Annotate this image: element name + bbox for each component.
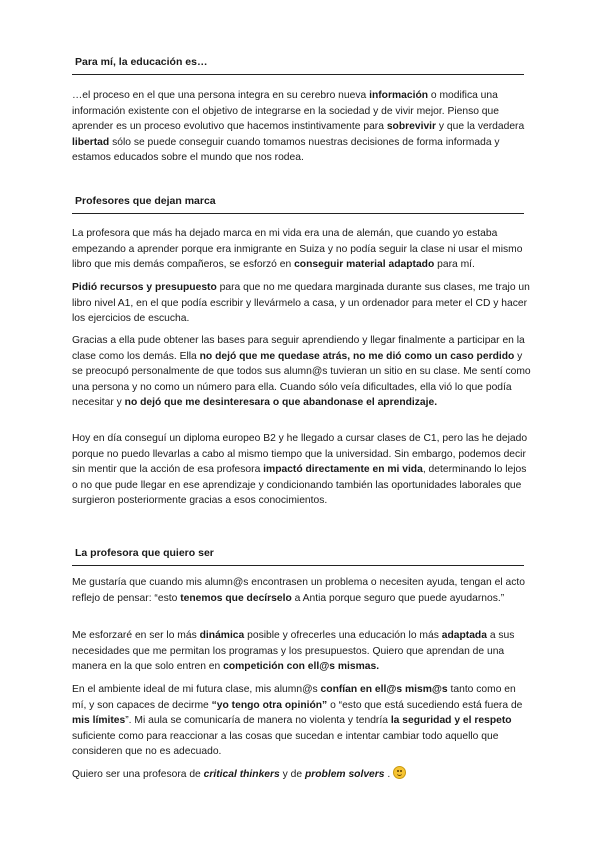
section-heading-teacher-i-want-to-be: La profesora que quiero ser <box>72 547 524 566</box>
text-run: Me gustaría que cuando mis alumn@s encontrasen un problema o necesiten ayuda, tengan el acto reflejo de pensar: “esto <box>72 577 525 604</box>
text-run: , determinando lo lejos o no que pude llegar en ese aprendizaje y condicionando también las oportunidades laborales que surgieron posteriormente gracias a esos conocimientos. <box>72 464 527 506</box>
bold-text: adaptada <box>441 630 487 641</box>
paragraph <box>72 333 532 411</box>
text-run: En el ambiente ideal de mi futura clase, mis alumn@s <box>72 684 321 695</box>
text-run: sólo se puede conseguir cuando tomamos nuestras decisiones de forma informada y estamos educados sobre el mundo que nos rodea. <box>72 136 500 163</box>
text-run: para mí. <box>434 259 475 270</box>
text-run: posible y ofrecerles una educación lo más <box>244 630 442 641</box>
section-heading-teachers: Profesores que dejan marca <box>72 195 524 214</box>
bold-text: la seguridad y el respeto <box>390 715 512 726</box>
paragraph <box>72 682 532 760</box>
text-run: ”. Mi aula se comunicaría de manera no violenta y tendría <box>125 715 391 726</box>
paragraph <box>72 766 532 783</box>
text-run: . <box>384 769 391 780</box>
text-run: y de <box>279 769 305 780</box>
bold-text: competición con ell@s mismas. <box>223 661 380 672</box>
bold-italic-text: critical thinkers <box>203 769 280 780</box>
bold-text: confían en ell@s mism@s <box>320 684 448 695</box>
bold-text: no dejó que me desinteresara o que abandonase el aprendizaje. <box>124 397 438 408</box>
bold-italic-text: problem solvers <box>304 769 385 780</box>
smiling-face-icon <box>393 766 406 779</box>
paragraph <box>72 628 532 675</box>
bold-text: Pidió recursos y presupuesto <box>72 282 217 293</box>
bold-text: “yo tengo otra opinión” <box>211 699 328 711</box>
bold-text: información <box>369 90 429 101</box>
paragraph <box>72 226 532 273</box>
text-run: Hoy en día conseguí un diploma europeo B2 y he llegado a cursar clases de C1, pero las he dejado porque no puedo llevarlas a cabo al mismo tiempo que la universidad. Sin embargo, podemos decir sin mentir que la acción de esa profesora <box>72 433 528 475</box>
paragraph <box>72 280 532 327</box>
text-run: Quiero ser una profesora de <box>72 769 204 780</box>
bold-text: dinámica <box>199 630 245 641</box>
text-run: …el proceso en el que una persona integra en su cerebro nueva <box>72 90 370 101</box>
bold-text: sobrevivir <box>386 121 437 132</box>
bold-text: tenemos que decírselo <box>180 592 292 604</box>
text-run: La profesora que más ha dejado marca en mi vida era una de alemán, que cuando yo estaba empezando a aprender porque era inmigrante en Suiza y no podía seguir la clase ni usar el mismo libro que mis demás compañeros, se esforzó en <box>72 228 523 270</box>
text-run: Me esforzaré en ser lo más <box>72 630 200 641</box>
text-run: o modifica una información existente con el objetivo de integrarse en la sociedad y de vivir mejor. Pienso que aprender es un proceso evolutivo que hacemos instintivamente para <box>72 90 499 132</box>
paragraph <box>72 575 532 606</box>
text-run: y se preocupó personalmente de que todos sus alumn@s tuvieran un sitio en su clase. Me sentí como una persona y no como un número para ella. Cuando sólo veía dificultades, ella vió lo que podía necesitar y <box>72 350 531 408</box>
bold-text: libertad <box>72 136 110 148</box>
text-run: a Antia porque seguro que puede ayudarnos.” <box>291 592 505 604</box>
text-run: suficiente como para reaccionar a las cosas que sucedan e intentar cambiar todo aquello que consideren que no es adecuado. <box>72 730 499 757</box>
text-run: Gracias a ella pude obtener las bases para seguir aprendiendo y llegar finalmente a participar en la clase como los demás. Ella <box>72 335 525 362</box>
paragraph <box>72 431 532 509</box>
bold-text: conseguir material adaptado <box>294 259 435 270</box>
text-run: y que la verdadera <box>436 121 525 132</box>
text-run: a sus necesidades que me permitan los programas y los presupuestos. Quiero que aprendan de una manera en la que solo entren en <box>72 630 515 672</box>
section-heading-education: Para mí, la educación es… <box>72 56 524 75</box>
bold-text: impactó directamente en mi vida <box>263 464 423 475</box>
paragraph <box>72 88 532 166</box>
text-run: tanto como en mí, y son capaces de decirme <box>72 684 516 711</box>
bold-text: mis límites <box>72 715 126 726</box>
bold-text: no dejó que me quedase atrás, no me dió como un caso perdido <box>199 350 515 362</box>
text-run: para que no me quedara marginada durante sus clases, me trajo un libro nivel A1, en el que podía escribir y llevármelo a casa, y un ordenador para meter el CD y hacer los ejercicios de escucha. <box>72 282 530 324</box>
text-run: o “esto que está sucediendo está fuera de <box>327 699 523 711</box>
